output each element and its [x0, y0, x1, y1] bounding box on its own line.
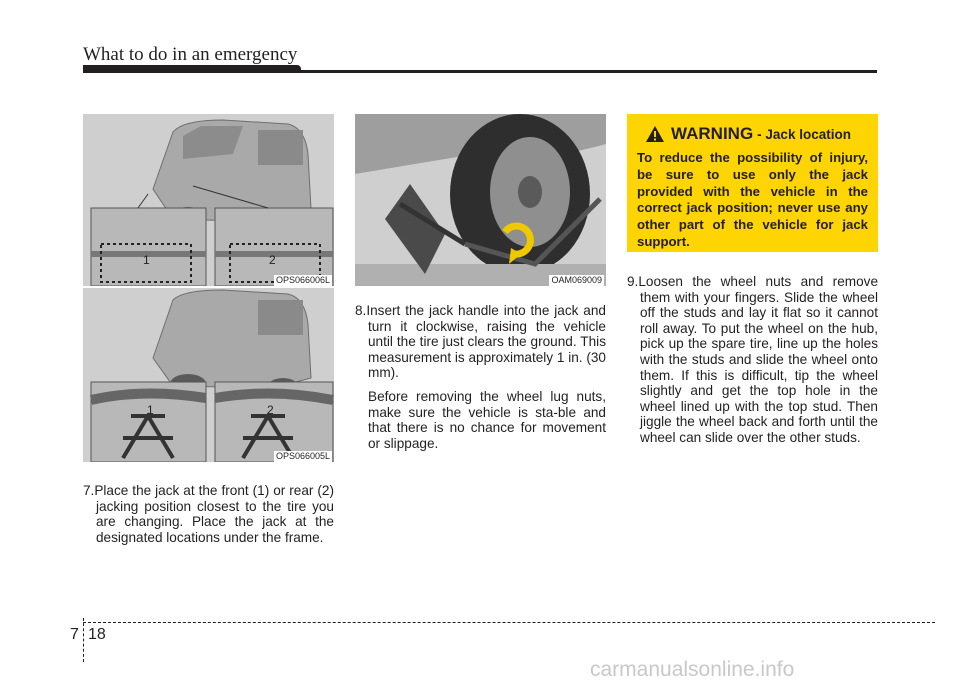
warning-box [627, 114, 878, 252]
car-jack-illustration [83, 288, 334, 462]
figure-code: OPS066006L [275, 275, 330, 285]
warning-subtitle: - Jack location [757, 126, 851, 142]
figure-jack-positions-top [83, 114, 334, 286]
figure-jack-positions-bottom [83, 288, 334, 462]
warning-body: To reduce the possibility of injury, be sure to use only the jack provided with the vehicle in the correct jack position; never use any other part of the vehicle for jack support. [637, 150, 868, 249]
header-rule [83, 70, 877, 73]
figure-jack-handle [355, 114, 606, 286]
car-rear-illustration [83, 114, 334, 286]
jack-handle-illustration [355, 114, 606, 286]
warning-header [645, 124, 868, 144]
footer-divider [83, 618, 84, 662]
chapter-number: 7 [70, 626, 79, 643]
marker-1: 1 [147, 403, 154, 417]
marker-2: 2 [269, 253, 276, 267]
step-9-column [627, 274, 878, 446]
step-7-text: 7.Place the jack at the front (1) or rear (2) jacking position closest to the tire you are changing. Place the jack at the designated locations under the frame. [83, 483, 334, 545]
marker-2: 2 [267, 403, 274, 417]
step-8-column [355, 303, 606, 451]
watermark: carmanualsonline.info [590, 658, 795, 681]
page-number: 18 [88, 626, 106, 643]
figure-code: OAM069009 [551, 275, 602, 285]
marker-1: 1 [143, 253, 150, 267]
step-7-column [83, 483, 334, 545]
warning-triangle-icon [645, 125, 665, 143]
footer-rule [83, 622, 935, 623]
step-8-note: Before removing the wheel lug nuts, make sure the vehicle is sta-ble and that there is no chance for movement or slippage. [368, 388, 606, 451]
warning-title: WARNING [671, 124, 754, 143]
step-9-text: 9.Loosen the wheel nuts and remove them with your fingers. Slide the wheel off the studs and lay it flat so it cannot roll away. To put the wheel on the hub, pick up the spare tire, line up the holes with the studs and slide the wheel onto them. If this is difficult, tip the wheel slightly and get the top hole in the wheel lined up with the top stud. Then jiggle the wheel back and forth until the wheel can slide over the other studs. [627, 274, 878, 445]
step-8-text: 8.Insert the jack handle into the jack and turn it clockwise, raising the vehicle until the tire just clears the ground. This measurement is approximately 1 in. (30 mm). [355, 303, 606, 381]
figure-code: OPS066005L [275, 451, 330, 461]
section-header-title: What to do in an emergency [83, 44, 298, 65]
